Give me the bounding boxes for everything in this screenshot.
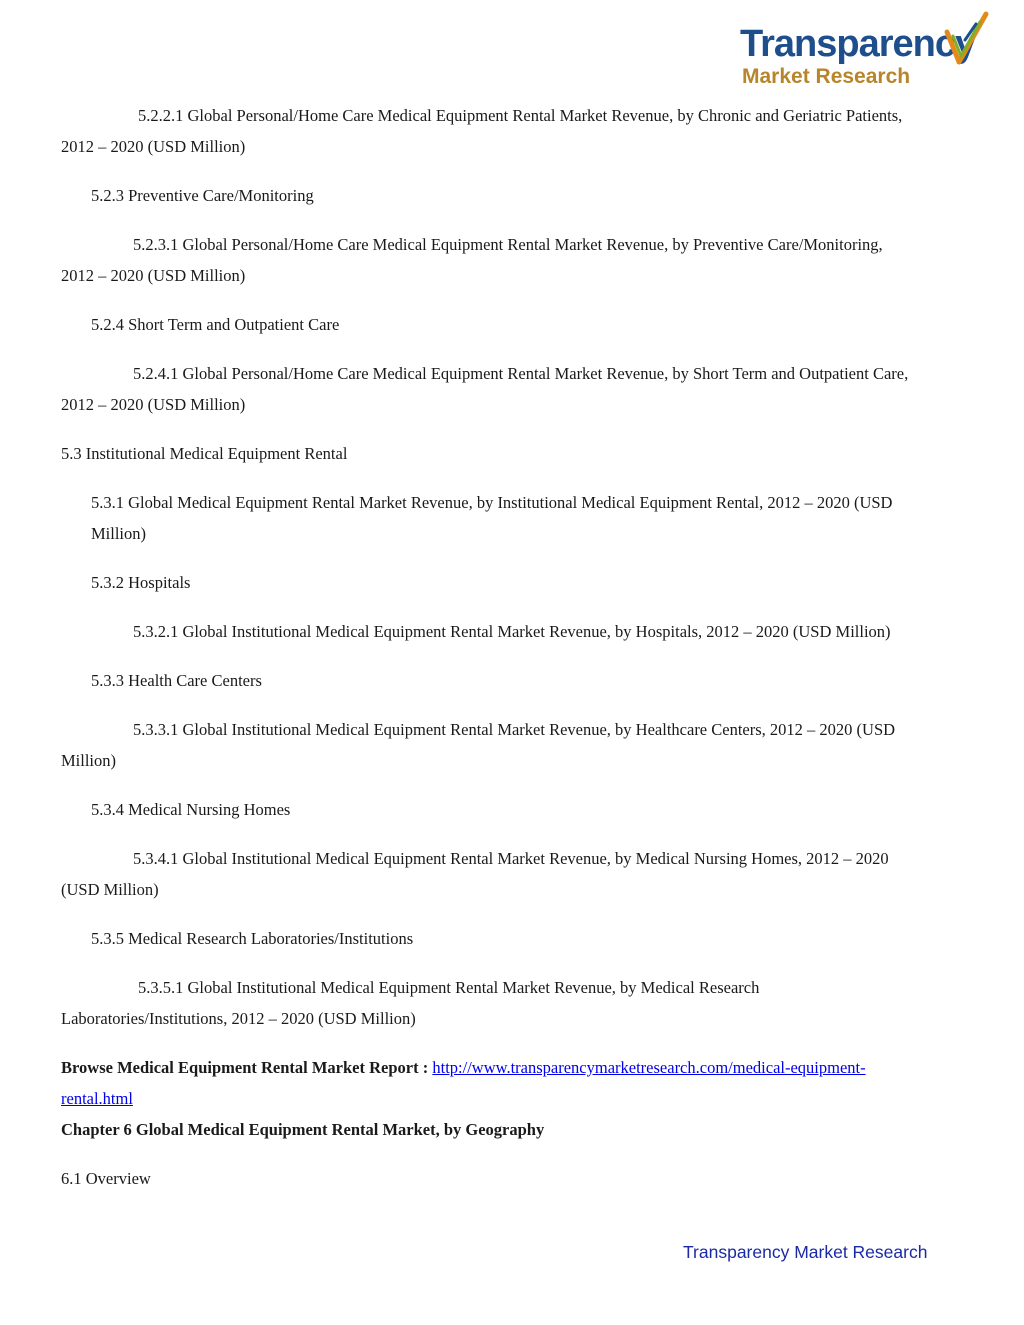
toc-entry-5-2-3-1: 5.2.3.1 Global Personal/Home Care Medical Equipment Rental Market Revenue, by Preventive Care/Monitoring, 2012 – 2020 (USD Million) bbox=[61, 235, 883, 285]
report-link[interactable]: http://www.transparencymarketresearch.com/medical-equipment-rental.html bbox=[61, 1058, 866, 1108]
logo-line2: Market Research bbox=[742, 65, 911, 88]
toc-entry-5-3-3-1: 5.3.3.1 Global Institutional Medical Equipment Rental Market Revenue, by Healthcare Centers, 2012 – 2020 (USD Million) bbox=[61, 720, 896, 770]
toc-entry-5-3-4: 5.3.4 Medical Nursing Homes bbox=[91, 800, 291, 819]
toc-entry-5-2-4-1: 5.2.4.1 Global Personal/Home Care Medical Equipment Rental Market Revenue, by Short Term and Outpatient Care, 2012 – 2020 (USD Million) bbox=[61, 364, 909, 414]
toc-entry-5-3-1: 5.3.1 Global Medical Equipment Rental Market Revenue, by Institutional Medical Equipment Rental, 2012 – 2020 (USD Million) bbox=[91, 493, 893, 543]
toc-entry-5-3-2: 5.3.2 Hospitals bbox=[91, 573, 191, 592]
logo-graphic bbox=[740, 10, 990, 90]
logo-line1: Transparency bbox=[740, 23, 976, 65]
toc-entry-5-3-2-1: 5.3.2.1 Global Institutional Medical Equipment Rental Market Revenue, by Hospitals, 2012 – 2020 (USD Million) bbox=[133, 622, 891, 641]
toc-entry-5-3-4-1: 5.3.4.1 Global Institutional Medical Equipment Rental Market Revenue, by Medical Nursing Homes, 2012 – 2020 (USD Million) bbox=[61, 849, 889, 899]
toc-entry-5-3-3: 5.3.3 Health Care Centers bbox=[91, 671, 262, 690]
company-logo bbox=[740, 10, 990, 90]
toc-entry-6-1: 6.1 Overview bbox=[61, 1169, 151, 1188]
toc-entry-5-3: 5.3 Institutional Medical Equipment Rental bbox=[61, 444, 348, 463]
document-body bbox=[61, 100, 911, 1212]
toc-entry-5-2-4: 5.2.4 Short Term and Outpatient Care bbox=[91, 315, 340, 334]
toc-entry-5-3-5: 5.3.5 Medical Research Laboratories/Institutions bbox=[91, 929, 414, 948]
chapter-heading: Chapter 6 Global Medical Equipment Rental Market, by Geography bbox=[61, 1120, 545, 1139]
toc-entry-5-2-2-1: 5.2.2.1 Global Personal/Home Care Medical Equipment Rental Market Revenue, by Chronic and Geriatric Patients, 2012 – 2020 (USD Million) bbox=[61, 106, 903, 156]
browse-report-line bbox=[61, 1052, 911, 1114]
browse-label: Browse Medical Equipment Rental Market Report : bbox=[61, 1058, 433, 1077]
toc-entry-5-2-3: 5.2.3 Preventive Care/Monitoring bbox=[91, 186, 314, 205]
footer-brand: Transparency Market Research bbox=[683, 1242, 928, 1262]
toc-entry-5-3-5-1: 5.3.5.1 Global Institutional Medical Equipment Rental Market Revenue, by Medical Research Laboratories/Institutions, 2012 – 2020 (USD Million) bbox=[61, 978, 760, 1028]
